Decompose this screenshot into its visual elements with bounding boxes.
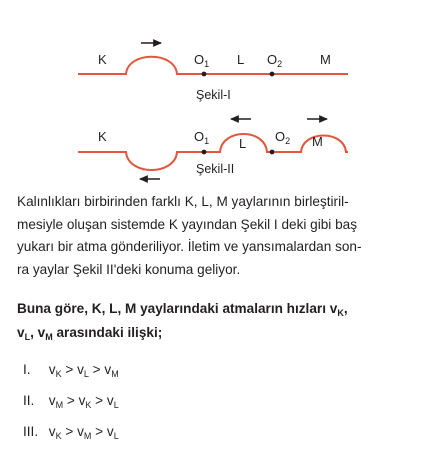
label-m: M: [320, 52, 331, 67]
option-label: I.: [23, 362, 31, 377]
label-m: M: [312, 134, 323, 149]
label-k: K: [98, 129, 107, 144]
caption-sekil-2: Şekil-II: [196, 162, 235, 176]
label-o1: $O_1$: [194, 52, 210, 69]
problem-paragraph: [17, 191, 417, 281]
label-o1: $O_1$: [194, 129, 210, 146]
label-l: L: [237, 52, 245, 67]
paragraph-line: mesiyle oluşan sistemde K yayından Şekil I deki gibi baş: [17, 216, 358, 232]
figure-area: [0, 0, 427, 185]
paragraph-line: yukarı bir atma gönderiliyor. İletim ve yansımalardan son-: [17, 239, 362, 255]
junction-point-o1: [202, 72, 207, 77]
label-k: K: [98, 52, 107, 67]
figure-1: [78, 43, 348, 102]
paragraph-line: ra yaylar Şekil II'deki konuma geliyor.: [17, 261, 241, 277]
option-label: III.: [23, 424, 39, 439]
spring-wave-1: [78, 57, 348, 74]
option-ii: II. $v_M > v_K > v_L$: [23, 393, 119, 410]
label-l: L: [239, 136, 247, 151]
paragraph-line: Kalınlıkları birbirinden farklı K, L, M yaylarının birleştiril-: [17, 194, 349, 209]
label-o2: $O_2$: [267, 52, 283, 69]
question-text: Buna göre, K, L, M yaylarındaki atmaların hızları $v_K$, $v_L$, $v_M$ arasındaki ilişki;: [17, 301, 348, 342]
label-o2: $O_2$: [275, 129, 291, 146]
option-label: II.: [23, 393, 35, 408]
option-i: I. $v_K > v_L > v_M$: [23, 362, 119, 379]
caption-sekil-1: Şekil-I: [196, 88, 231, 102]
junction-point-o1: [202, 150, 207, 155]
option-iii: III. $v_K > v_M > v_L$: [23, 424, 119, 441]
junction-point-o2: [270, 150, 275, 155]
figure-2: [78, 119, 348, 179]
junction-point-o2: [270, 72, 275, 77]
